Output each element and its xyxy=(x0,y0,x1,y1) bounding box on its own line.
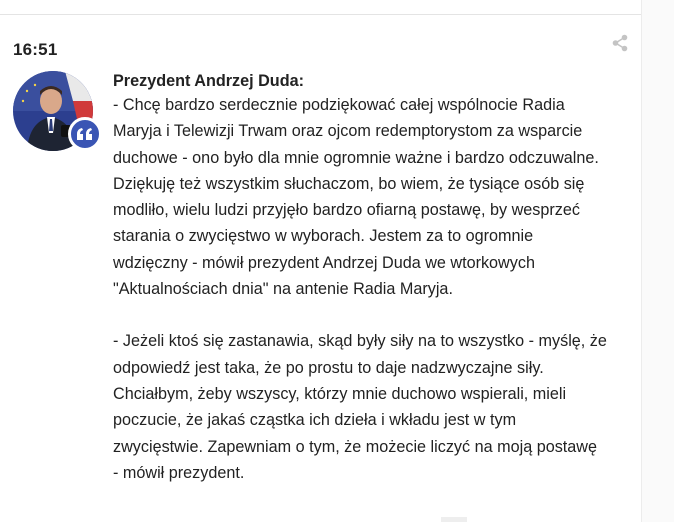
entry-paragraph-1: - Chcę bardzo serdecznie podziękować całej wspólnocie Radia Maryja i Telewizji Trwam oraz ojcom redemptorystom za wsparcie duchowe - ono było dla mnie ogromnie ważne i bardzo odczuwalne. Dziękuję też wszystkim słuchaczom, bo wiem, że tysiące osób się modliło, wielu ludzi przyjęło bardzo ofiarną postawę, by wesprzeć starania o zwycięstwo w wyborach. Jestem za to ogromnie wdzięczny - mówił prezydent Andrzej Duda we wtorkowych "Aktualnościach dnia" na antenie Radia Maryja. xyxy=(113,96,599,299)
entry-body xyxy=(113,70,628,486)
author-avatar-group xyxy=(13,71,97,155)
top-divider xyxy=(0,14,641,15)
paragraph-gap xyxy=(113,302,628,328)
right-scroll-strip xyxy=(641,0,674,522)
bottom-scroll-mark xyxy=(441,517,467,522)
entry-paragraph-2: - Jeżeli ktoś się zastanawia, skąd były siły na to wszystko - myślę, że odpowiedź jest taka, że po prostu to daje nadzwyczajne siły. Chciałbym, żeby wszyscy, którzy mnie duchowo wspierali, mieli poczucie, że jakaś cząstka ich dzieła i wkładu jest w tym zwycięstwie. Zapewniam o tym, że możecie liczyć na moją postawę - mówił prezydent. xyxy=(113,332,607,482)
quote-icon xyxy=(76,127,94,141)
entry-author: Prezydent Andrzej Duda: xyxy=(113,72,304,90)
share-icon[interactable] xyxy=(611,34,629,52)
entry-time: 16:51 xyxy=(13,40,58,59)
quote-badge xyxy=(68,117,102,151)
